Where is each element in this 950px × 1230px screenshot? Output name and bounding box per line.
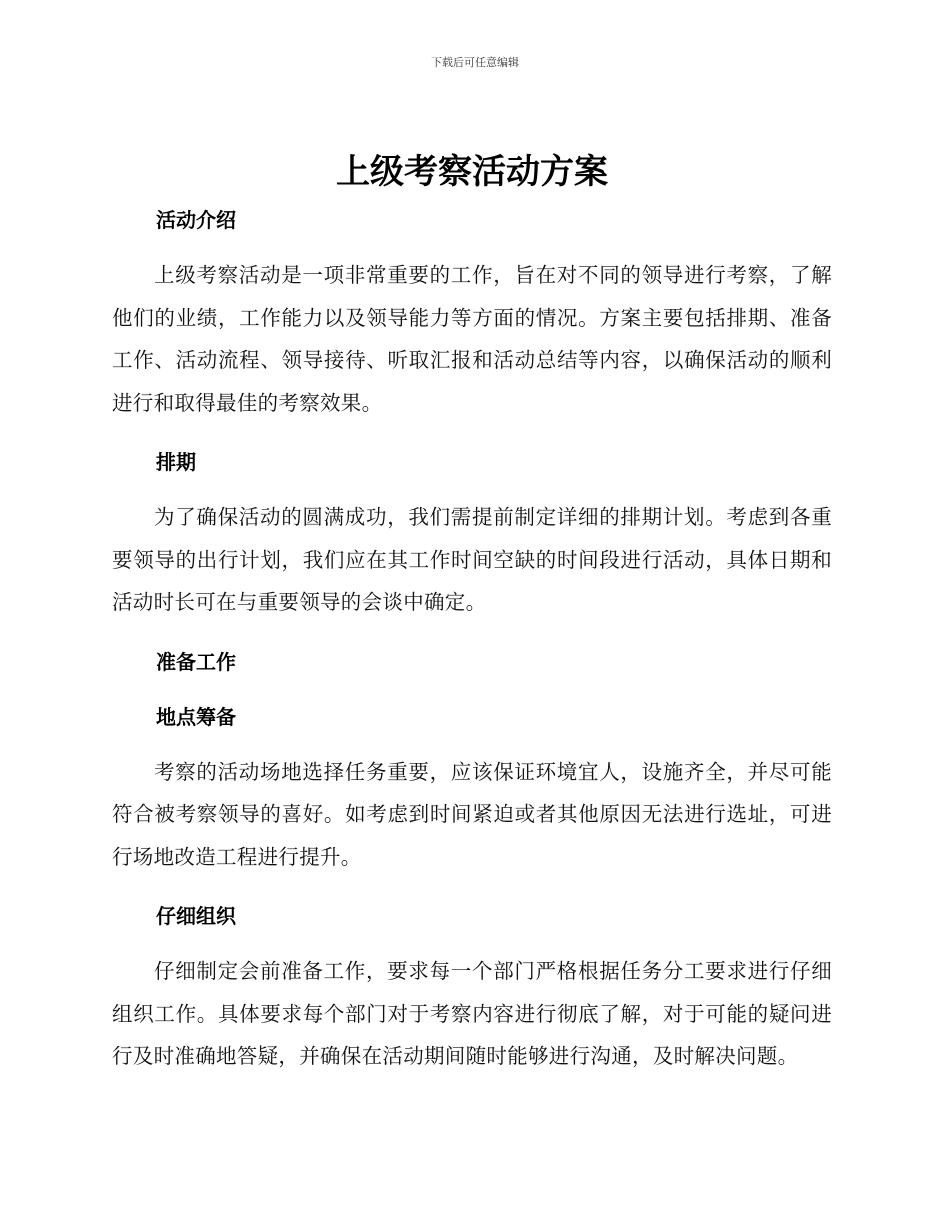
section-heading: 地点筹备 (156, 704, 236, 729)
section-paragraph: 上级考察活动是一项非常重要的工作，旨在对不同的领导进行考察，了解他们的业绩，工作能力以及领导能力等方面的情况。方案主要包括排期、准备工作、活动流程、领导接待、听取汇报和活动总结等内容，以确保活动的顺利进行和取得最佳的考察效果。 (112, 263, 832, 415)
section-activity-intro (112, 206, 832, 424)
section-heading: 活动介绍 (156, 208, 236, 232)
section-paragraph: 仔细制定会前准备工作，要求每一个部门严格根据任务分工要求进行仔细组织工作。具体要求每个部门对于考察内容进行彻底了解，对于可能的疑问进行及时准确地答疑，并确保在活动期间随时能够进行沟通，及时解决问题。 (112, 959, 832, 1068)
section-heading: 仔细组织 (156, 904, 236, 928)
section-schedule (112, 448, 832, 624)
section-heading: 准备工作 (156, 649, 236, 674)
page-header-note: 下载后可任意编辑 (431, 56, 519, 69)
section-heading: 排期 (156, 450, 196, 474)
section-careful-organization (112, 902, 832, 1078)
section-paragraph: 考察的活动场地选择任务重要，应该保证环境宜人，设施齐全，并尽可能符合被考察领导的喜好。如考虑到时间紧迫或者其他原因无法进行选址，可进行场地改造工程进行提升。 (112, 759, 832, 869)
section-venue-preparation (112, 703, 832, 879)
section-preparation (112, 648, 832, 676)
document-title: 上级考察活动方案 (336, 152, 608, 192)
section-paragraph: 为了确保活动的圆满成功，我们需提前制定详细的排期计划。考虑到各重要领导的出行计划，我们应在其工作时间空缺的时间段进行活动，具体日期和活动时长可在与重要领导的会谈中确定。 (112, 505, 832, 614)
document-body (112, 150, 832, 1078)
